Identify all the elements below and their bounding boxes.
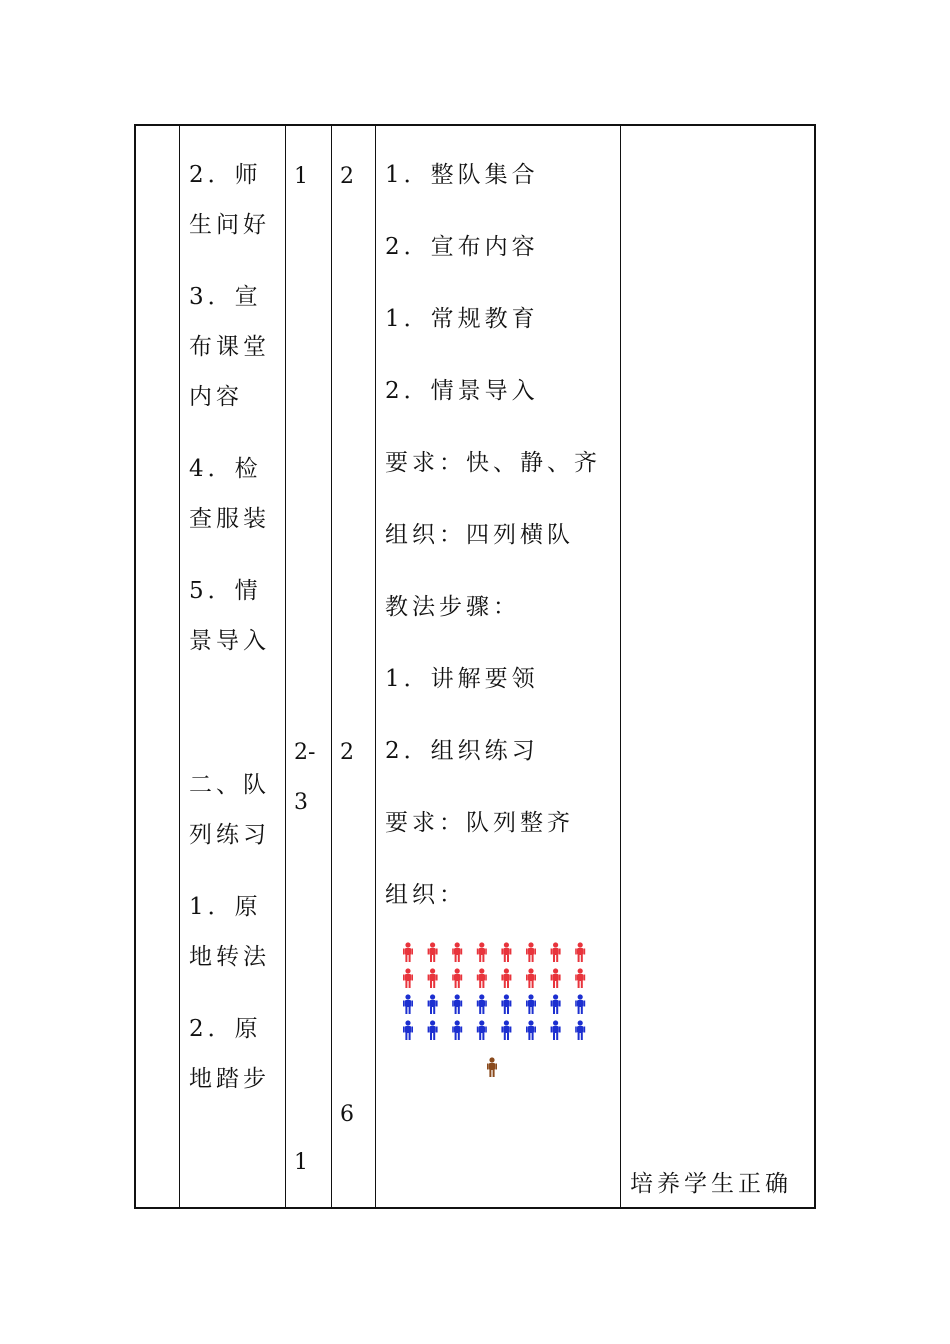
count-value: 6 [340, 1102, 354, 1127]
method-line: 要求：队列整齐 [385, 810, 574, 836]
column-divider-2 [285, 124, 286, 1209]
content-line: 布课堂 [189, 334, 270, 360]
student-figure [526, 994, 536, 1014]
student-figure [551, 968, 561, 988]
content-line: 景导入 [189, 628, 270, 654]
student-figure [477, 942, 487, 962]
student-figure [403, 1020, 413, 1040]
student-figure [428, 994, 438, 1014]
student-figure [428, 942, 438, 962]
column-divider-3 [331, 124, 332, 1209]
student-figure [526, 968, 536, 988]
student-figure [452, 994, 462, 1014]
time-value: 1 [294, 164, 308, 189]
content-line: 1．原 [189, 894, 262, 920]
student-figure [551, 1020, 561, 1040]
student-figure [575, 968, 585, 988]
column-divider-1 [179, 124, 180, 1209]
content-line: 3．宣 [189, 284, 262, 310]
method-line: 2．宣布内容 [385, 234, 539, 260]
student-figure [526, 1020, 536, 1040]
student-figure [575, 994, 585, 1014]
student-figure [428, 968, 438, 988]
method-line: 1．整队集合 [385, 162, 539, 188]
student-figure [575, 942, 585, 962]
count-value: 2 [340, 164, 354, 189]
teacher-figure [487, 1057, 497, 1077]
method-line: 2．情景导入 [385, 378, 539, 404]
content-line: 2．原 [189, 1016, 262, 1042]
student-figure [575, 1020, 585, 1040]
content-line: 内容 [189, 384, 243, 410]
method-line: 2．组织练习 [385, 738, 539, 764]
time-value: 1 [294, 1150, 308, 1175]
student-figure [501, 968, 511, 988]
content-line: 二、队 [189, 772, 270, 798]
method-line: 1．常规教育 [385, 306, 539, 332]
student-figure [477, 994, 487, 1014]
student-figure [551, 942, 561, 962]
method-line: 要求：快、静、齐 [385, 450, 601, 476]
method-line: 1．讲解要领 [385, 666, 539, 692]
student-figure [477, 1020, 487, 1040]
method-line: 组织：四列横队 [385, 522, 574, 548]
content-line: 地转法 [189, 944, 270, 970]
method-line: 教法步骤： [385, 594, 520, 620]
purpose-line: 培养学生正确 [630, 1171, 792, 1197]
student-figure [428, 1020, 438, 1040]
student-figure [452, 942, 462, 962]
time-value: 2- [294, 740, 316, 765]
student-figure [452, 968, 462, 988]
student-figure [403, 994, 413, 1014]
content-line: 生问好 [189, 212, 270, 238]
formation-diagram [398, 938, 590, 1088]
column-divider-4 [375, 124, 376, 1209]
student-figure [526, 942, 536, 962]
column-divider-5 [620, 124, 621, 1209]
content-line: 列练习 [189, 822, 270, 848]
student-figure [501, 1020, 511, 1040]
time-value: 3 [294, 790, 308, 815]
student-figure [501, 942, 511, 962]
content-line: 地踏步 [189, 1066, 270, 1092]
student-figure [501, 994, 511, 1014]
student-figure [477, 968, 487, 988]
content-line: 查服装 [189, 506, 270, 532]
method-line: 组织： [385, 882, 466, 908]
content-line: 2．师 [189, 162, 262, 188]
content-line: 5．情 [189, 578, 262, 604]
student-figure [403, 942, 413, 962]
student-figure [452, 1020, 462, 1040]
count-value: 2 [340, 740, 354, 765]
content-line: 4．检 [189, 456, 262, 482]
student-figure [403, 968, 413, 988]
student-figure [551, 994, 561, 1014]
